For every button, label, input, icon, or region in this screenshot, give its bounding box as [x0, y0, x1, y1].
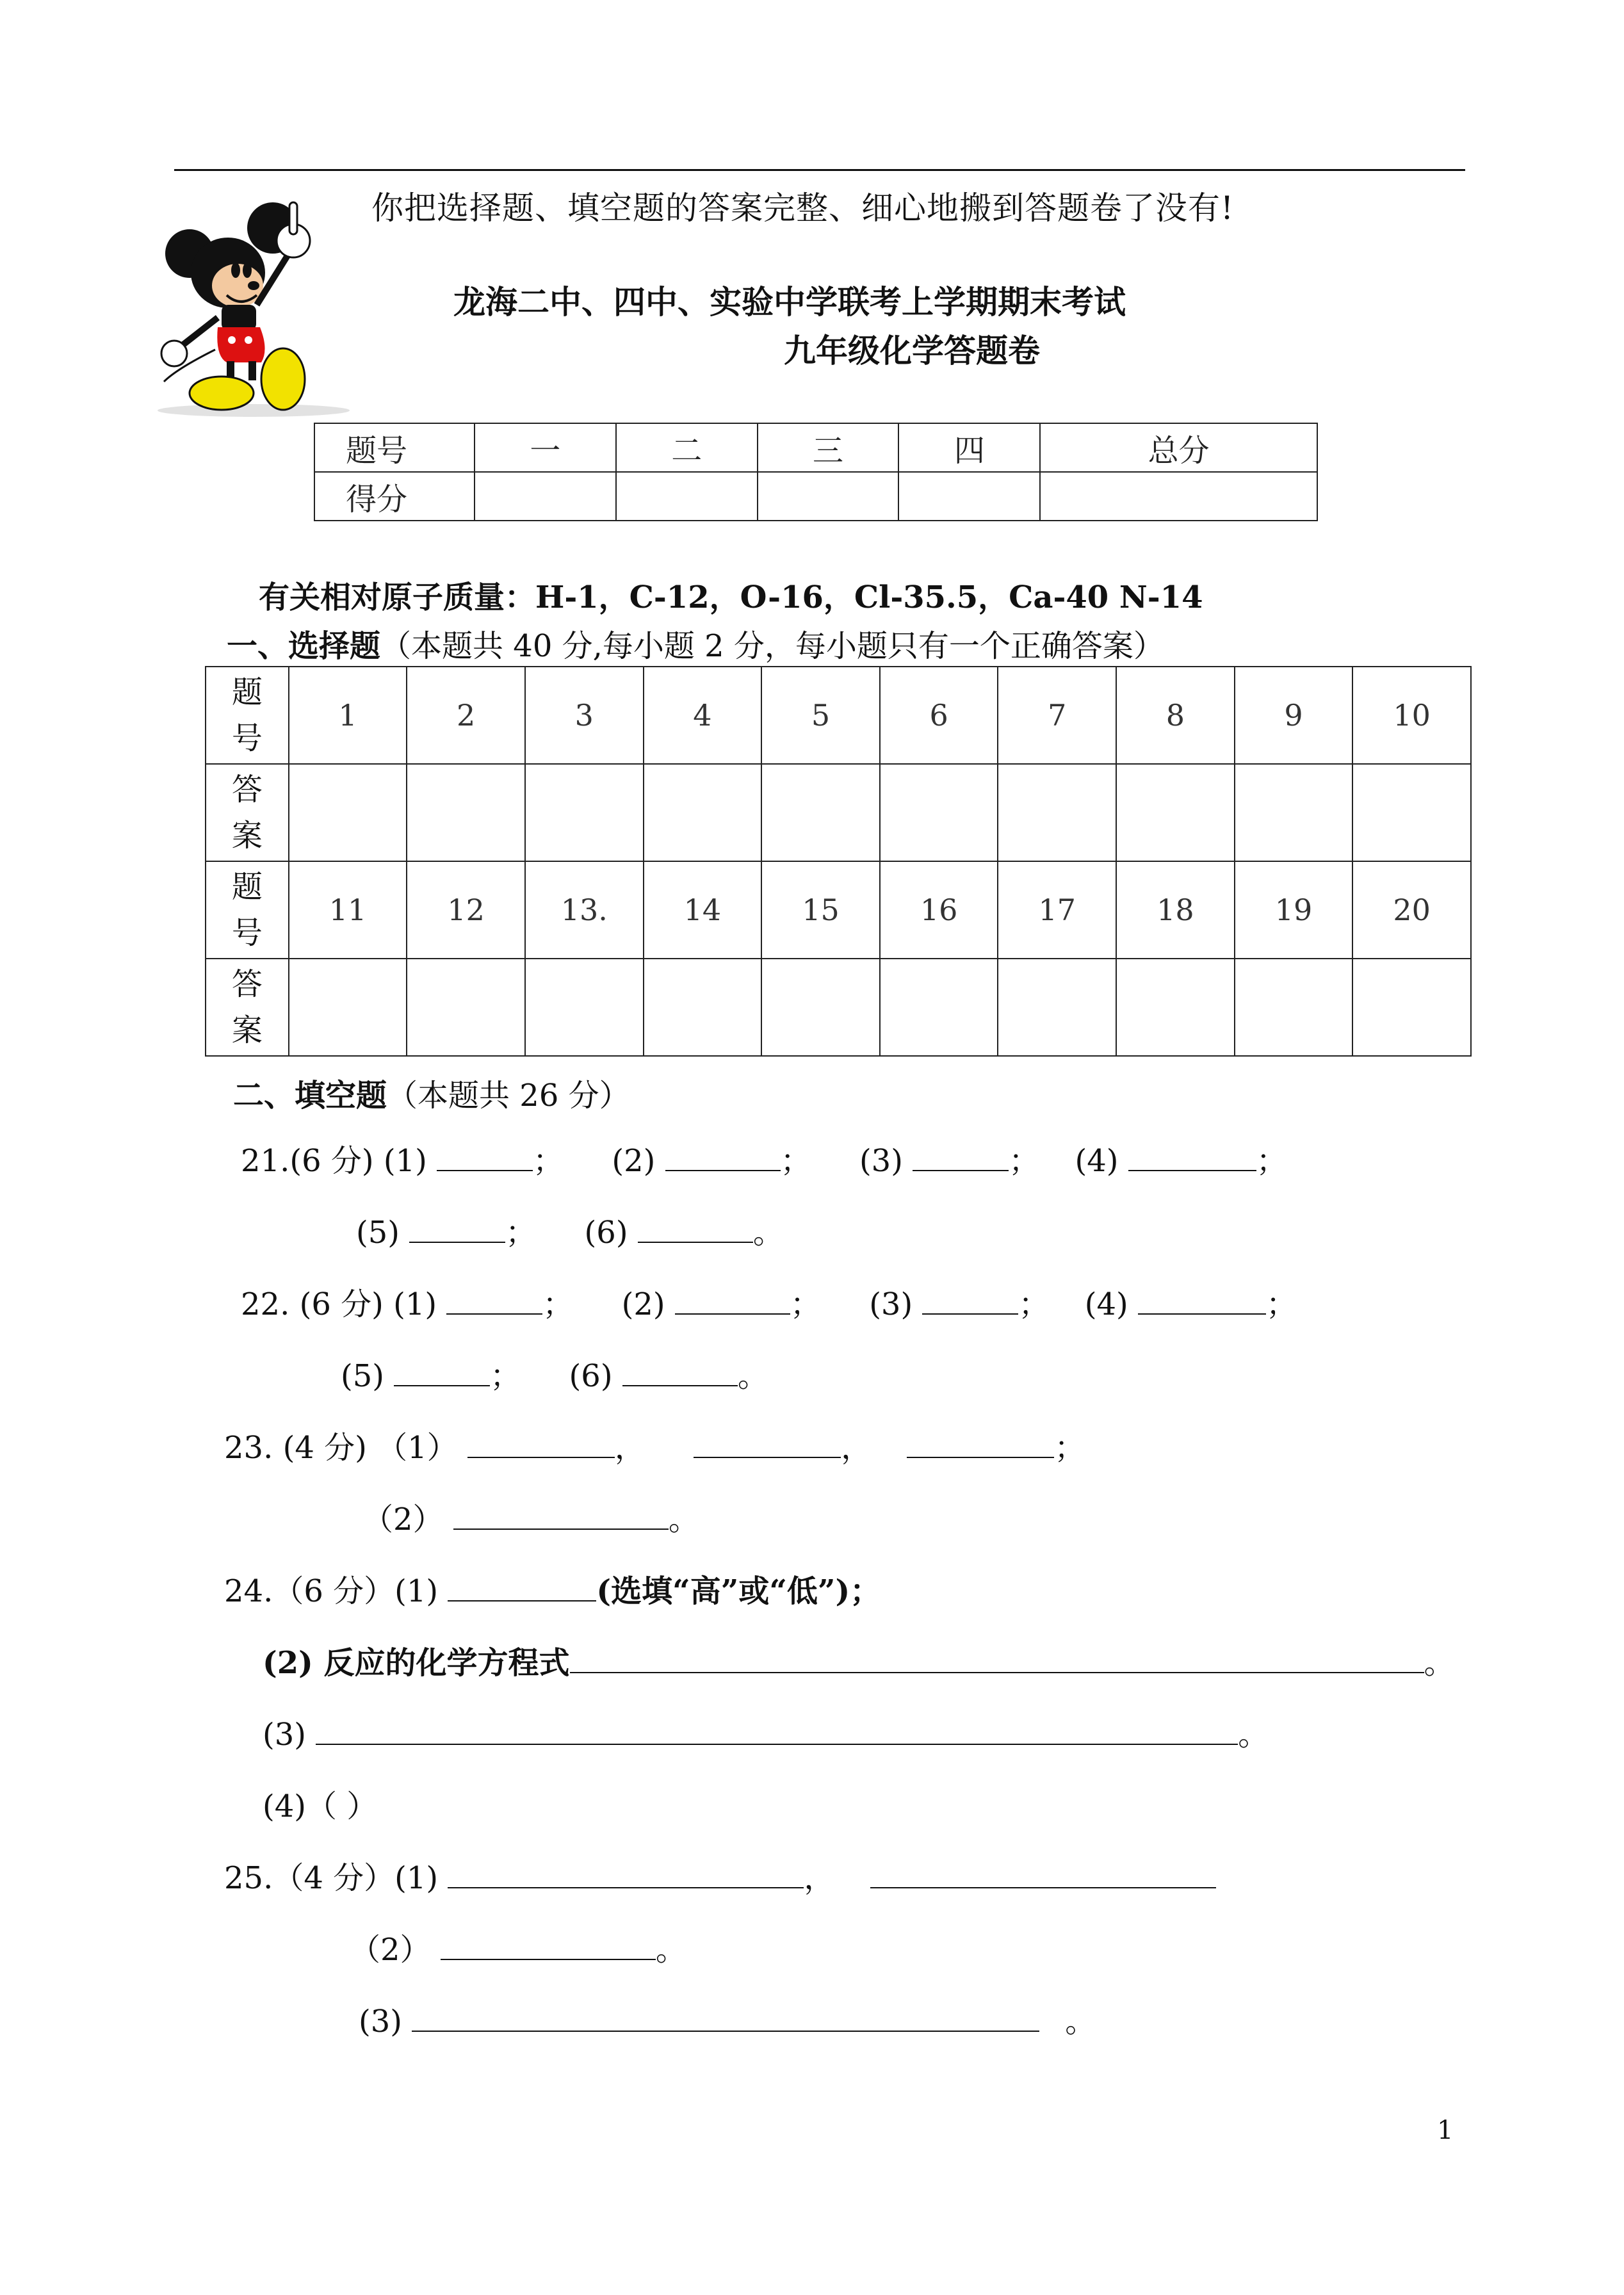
end-mark: 。 — [668, 1502, 699, 1537]
score-header-row — [314, 423, 1317, 472]
q24-hint: (选填“高”或“低”)； — [596, 1573, 881, 1609]
section2-title: 二、填空题 — [233, 1078, 387, 1114]
q21-blank-6[interactable] — [638, 1216, 753, 1243]
separator: ； — [790, 1286, 821, 1322]
q22-part2-label: (2) — [621, 1286, 665, 1322]
score-header-cell: 总分 — [1040, 423, 1317, 472]
q22-blank-6[interactable] — [622, 1359, 738, 1386]
q25-part2-label: （2） — [350, 1932, 431, 1968]
q25-blank-2[interactable] — [441, 1933, 656, 1960]
question-number: 1 — [289, 667, 407, 764]
answer-cell[interactable] — [998, 959, 1116, 1056]
q22-part5-label: (5) — [341, 1358, 384, 1394]
answer-row — [206, 764, 1471, 861]
q23-line2 — [362, 1495, 699, 1539]
comma: ， — [841, 1430, 872, 1466]
answer-cell[interactable] — [761, 959, 880, 1056]
q22-blank-4[interactable] — [1138, 1288, 1266, 1315]
q21-part2-label: (2) — [612, 1143, 656, 1179]
section1-note: （本题共 40 分,每小题 2 分，每小题只有一个正确答案） — [380, 628, 1164, 664]
q22-prefix: 22. (6 分) — [241, 1286, 394, 1322]
end-mark: 。 — [1065, 2004, 1096, 2040]
answer-cell[interactable] — [1352, 764, 1471, 861]
score-cell — [898, 472, 1040, 521]
q24-blank-1[interactable] — [448, 1575, 596, 1602]
section2-heading — [233, 1071, 630, 1115]
score-header-cell: 三 — [758, 423, 899, 472]
q22-line2 — [341, 1351, 768, 1395]
answer-label: 答 案 — [206, 764, 289, 861]
q24-line4 — [263, 1781, 377, 1826]
q21-blank-3[interactable] — [913, 1144, 1009, 1171]
q25-blank-1b[interactable] — [870, 1861, 1216, 1888]
q23-part2-label: （2） — [362, 1502, 444, 1537]
end-mark: 。 — [1424, 1645, 1455, 1681]
reminder-text: 你把选择题、填空题的答案完整、细心地搬到答题卷了没有! — [371, 190, 1235, 227]
question-number: 7 — [998, 667, 1116, 764]
question-number: 13. — [525, 861, 644, 959]
q21-blank-1[interactable] — [437, 1144, 533, 1171]
answer-cell[interactable] — [525, 959, 644, 1056]
separator: ； — [1009, 1143, 1040, 1179]
answer-cell[interactable] — [998, 764, 1116, 861]
question-number: 18 — [1116, 861, 1235, 959]
question-number-row — [206, 667, 1471, 764]
q21-prefix: 21.(6 分) — [241, 1143, 384, 1179]
score-cell — [616, 472, 758, 521]
q23-blank-1c[interactable] — [907, 1431, 1054, 1458]
question-number: 5 — [761, 667, 880, 764]
q22-part1-label: (1) — [393, 1286, 437, 1322]
q21-part5-label: (5) — [356, 1215, 400, 1251]
answer-cell[interactable] — [289, 959, 407, 1056]
score-cell — [1040, 472, 1317, 521]
q21-part4-label: (4) — [1075, 1143, 1119, 1179]
score-header-cell: 二 — [616, 423, 758, 472]
score-cell — [758, 472, 899, 521]
q23-line1 — [224, 1423, 1085, 1467]
answer-label: 答 案 — [206, 959, 289, 1056]
question-number: 14 — [644, 861, 762, 959]
q25-prefix: 25.（4 分）(1) — [224, 1860, 448, 1896]
separator: ； — [780, 1143, 811, 1179]
separator: ； — [505, 1215, 537, 1251]
answer-cell[interactable] — [1235, 764, 1353, 861]
q23-prefix: 23. (4 分) — [224, 1430, 377, 1466]
comma: ， — [614, 1430, 646, 1466]
q21-part6-label: (6) — [584, 1215, 628, 1251]
question-number: 8 — [1116, 667, 1235, 764]
answer-row — [206, 959, 1471, 1056]
mascot-cartoon-image — [151, 190, 356, 420]
score-header-cell: 题号 — [314, 423, 475, 472]
q22-line1 — [241, 1279, 1297, 1324]
q25-part3-label: (3) — [359, 2004, 412, 2040]
q21-part3-label: (3) — [859, 1143, 903, 1179]
end-mark: 。 — [752, 1215, 784, 1251]
separator: ； — [1054, 1430, 1085, 1466]
section1-heading — [227, 621, 1164, 665]
score-cell — [475, 472, 616, 521]
question-number: 17 — [998, 861, 1116, 959]
score-row-label: 得分 — [314, 472, 475, 521]
score-header-cell: 四 — [898, 423, 1040, 472]
exam-title: 龙海二中、四中、实验中学联考上学期期末考试 — [453, 283, 1126, 321]
q23-part1-label: （1） — [377, 1430, 458, 1466]
question-label: 题 号 — [206, 667, 289, 764]
question-number: 6 — [880, 667, 998, 764]
question-number: 3 — [525, 667, 644, 764]
question-number: 10 — [1352, 667, 1471, 764]
end-mark: 。 — [737, 1358, 768, 1394]
answer-cell[interactable] — [644, 764, 762, 861]
atomic-masses: 有关相对原子质量：H-1，C-12，O-16，Cl-35.5，Ca-40 N-14 — [259, 580, 1203, 615]
question-number: 11 — [289, 861, 407, 959]
separator: ； — [542, 1286, 574, 1322]
q24-part2-label: (2) 反应的化学方程式 — [263, 1645, 570, 1681]
score-header-cell: 一 — [475, 423, 616, 472]
answer-cell[interactable] — [644, 959, 762, 1056]
answer-grid — [205, 666, 1472, 1057]
answer-cell[interactable] — [1116, 959, 1235, 1056]
answer-cell[interactable] — [761, 764, 880, 861]
q22-blank-3[interactable] — [922, 1288, 1018, 1315]
q24-line3 — [263, 1710, 1269, 1754]
q21-line1 — [241, 1136, 1287, 1180]
comma: ， — [804, 1860, 835, 1896]
answer-cell[interactable] — [289, 764, 407, 861]
answer-cell[interactable] — [1235, 959, 1353, 1056]
answer-cell[interactable] — [407, 959, 525, 1056]
q24-blank-3[interactable] — [316, 1718, 1238, 1745]
section1-title: 一、选择题 — [227, 628, 381, 664]
q24-part4-label[interactable]: (4)（ ） — [263, 1788, 378, 1824]
q24-prefix: 24.（6 分）(1) — [224, 1573, 448, 1609]
answer-cell[interactable] — [1352, 959, 1471, 1056]
q25-line2 — [350, 1925, 686, 1969]
answer-cell[interactable] — [880, 764, 998, 861]
q22-part4-label: (4) — [1084, 1286, 1128, 1322]
q23-blank-1b[interactable] — [694, 1431, 841, 1458]
end-mark: 。 — [1238, 1717, 1269, 1753]
question-number-row — [206, 861, 1471, 959]
section2-note: （本题共 26 分） — [387, 1078, 630, 1114]
q25-blank-1a[interactable] — [448, 1861, 804, 1888]
q24-blank-2[interactable] — [570, 1646, 1424, 1673]
q23-blank-1a[interactable] — [467, 1431, 615, 1458]
q22-blank-5[interactable] — [394, 1359, 490, 1386]
q22-blank-1[interactable] — [446, 1288, 542, 1315]
q24-line2 — [263, 1638, 1455, 1682]
question-number: 19 — [1235, 861, 1353, 959]
q21-blank-4[interactable] — [1128, 1144, 1256, 1171]
page-number: 1 — [1437, 2116, 1454, 2145]
question-number: 16 — [880, 861, 998, 959]
header-rule — [174, 169, 1465, 171]
question-number: 9 — [1235, 667, 1353, 764]
question-number: 12 — [407, 861, 525, 959]
q24-part3-label: (3) — [263, 1717, 316, 1753]
question-number: 20 — [1352, 861, 1471, 959]
question-label: 题 号 — [206, 861, 289, 959]
score-value-row — [314, 472, 1317, 521]
question-number: 2 — [407, 667, 525, 764]
q25-blank-3[interactable] — [412, 2005, 1039, 2032]
q21-blank-2[interactable] — [665, 1144, 781, 1171]
q21-blank-5[interactable] — [409, 1216, 505, 1243]
exam-subtitle: 九年级化学答题卷 — [784, 332, 1040, 369]
q22-part3-label: (3) — [869, 1286, 913, 1322]
score-table — [314, 423, 1318, 521]
q22-blank-2[interactable] — [675, 1288, 790, 1315]
answer-cell[interactable] — [407, 764, 525, 861]
end-mark: 。 — [655, 1932, 686, 1968]
separator: ； — [1266, 1286, 1297, 1322]
answer-cell[interactable] — [1116, 764, 1235, 861]
q25-line3 — [359, 1997, 1096, 2041]
q22-part6-label: (6) — [569, 1358, 613, 1394]
question-number: 4 — [644, 667, 762, 764]
answer-cell[interactable] — [525, 764, 644, 861]
q21-line2 — [356, 1208, 784, 1252]
q21-part1-label: (1) — [383, 1143, 427, 1179]
q24-line1 — [224, 1566, 881, 1610]
answer-cell[interactable] — [880, 959, 998, 1056]
separator: ； — [1018, 1286, 1050, 1322]
q23-blank-2[interactable] — [453, 1503, 669, 1530]
separator: ； — [1256, 1143, 1287, 1179]
question-number: 15 — [761, 861, 880, 959]
separator: ； — [533, 1143, 564, 1179]
q25-line1 — [224, 1853, 1216, 1897]
separator: ； — [490, 1358, 521, 1394]
